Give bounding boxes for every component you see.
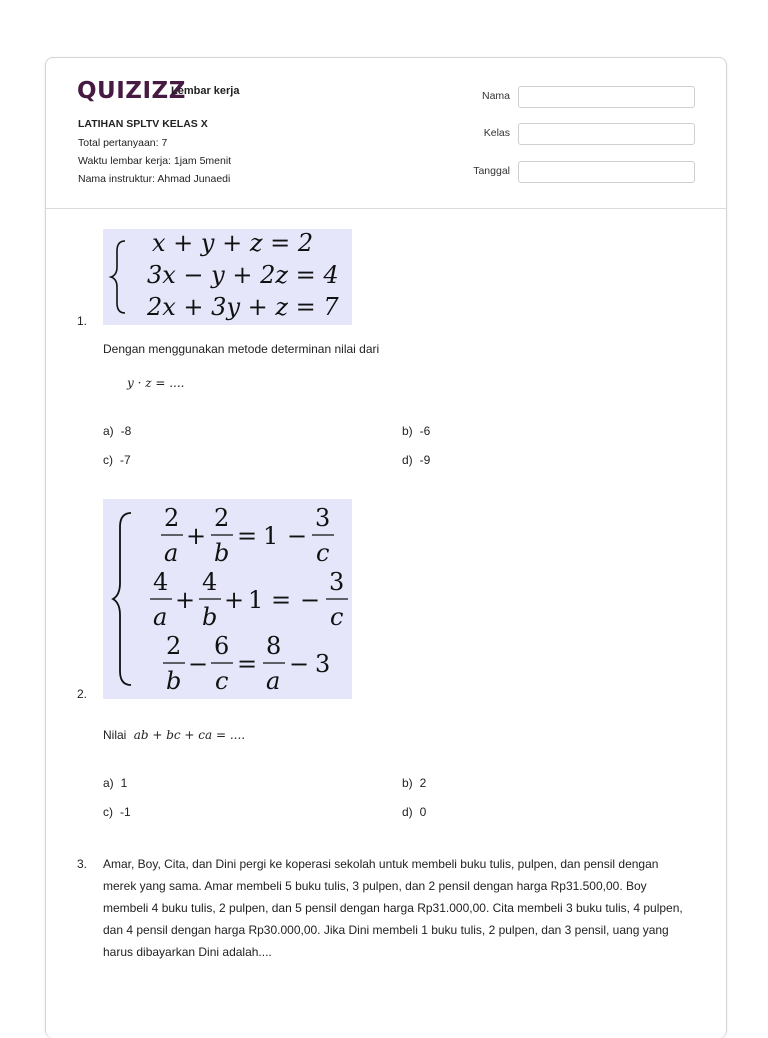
option-value: -8 bbox=[120, 424, 132, 438]
equation-line-3: 2x + 3y + z = 7 bbox=[147, 293, 339, 321]
numerator: 2 bbox=[214, 504, 230, 532]
option-value: -1 bbox=[120, 805, 131, 819]
option-letter: d) bbox=[402, 453, 413, 467]
left-brace bbox=[113, 513, 131, 685]
question-number: 1. bbox=[77, 314, 88, 328]
question-number: 2. bbox=[77, 687, 88, 701]
question-expression: ab + bc + ca = .... bbox=[133, 728, 246, 742]
numerator: 4 bbox=[153, 568, 169, 596]
option-letter: c) bbox=[103, 805, 113, 819]
operator: + bbox=[224, 586, 245, 614]
constant: 1 bbox=[263, 522, 279, 550]
option-letter: b) bbox=[402, 776, 413, 790]
constant: 1 bbox=[248, 586, 264, 614]
question-prompt: Dengan menggunakan metode determinan nilai dari bbox=[103, 342, 380, 356]
date-field[interactable] bbox=[518, 161, 695, 183]
worksheet-title: LATIHAN SPLTV KELAS X bbox=[78, 118, 208, 130]
denominator: c bbox=[330, 603, 344, 631]
question-number: 3. bbox=[77, 857, 88, 871]
date-label: Tanggal bbox=[473, 165, 510, 177]
quizizz-logo: QUIZIZZ bbox=[77, 78, 186, 104]
option-b[interactable] bbox=[402, 776, 426, 790]
name-field[interactable] bbox=[518, 86, 695, 108]
option-d[interactable] bbox=[402, 805, 426, 819]
numerator: 2 bbox=[164, 504, 180, 532]
numerator: 4 bbox=[202, 568, 218, 596]
equation-image bbox=[103, 229, 352, 325]
option-c[interactable] bbox=[103, 805, 131, 819]
option-value: -9 bbox=[419, 453, 431, 467]
sheet-label: Lembar kerja bbox=[171, 85, 240, 97]
numerator: 8 bbox=[266, 632, 282, 660]
option-letter: a) bbox=[103, 424, 114, 438]
question-prompt bbox=[103, 728, 245, 742]
option-value: 1 bbox=[120, 776, 128, 790]
operator: − bbox=[287, 522, 308, 550]
question-text: Amar, Boy, Cita, dan Dini pergi ke koperasi sekolah untuk membeli buku tulis, pulpen, dan pensil dengan merek yang sama. Amar membeli 5 buku tulis, 3 pulpen, dan 2 pensil dengan harga Rp31.500,00. Boy membeli 4 buku tulis, 2 pulpen, dan 5 pensil dengan harga Rp31.000,00. Cita membeli 3 buku tulis, 4 pulpen, dan 4 pensil dengan harga Rp30.000,00. Jika Dini membeli 1 buku tulis, 2 pulpen, dan 3 pensil, uang yang harus dibayarkan Dini adalah.... bbox=[103, 857, 683, 959]
option-a[interactable] bbox=[103, 776, 127, 790]
option-value: 2 bbox=[419, 776, 427, 790]
name-label: Nama bbox=[481, 90, 510, 102]
option-letter: b) bbox=[402, 424, 413, 438]
option-d[interactable] bbox=[402, 453, 430, 467]
denominator: b bbox=[214, 539, 230, 567]
option-b[interactable] bbox=[402, 424, 430, 438]
option-value: -6 bbox=[419, 424, 431, 438]
left-brace bbox=[111, 241, 125, 313]
option-c[interactable] bbox=[103, 453, 131, 467]
equation-system-svg bbox=[103, 229, 352, 325]
option-letter: a) bbox=[103, 776, 114, 790]
denominator: c bbox=[316, 539, 330, 567]
operator: = bbox=[237, 650, 258, 678]
question-expression: y · z = .... bbox=[127, 376, 185, 390]
operator: − bbox=[188, 650, 209, 678]
operator: + bbox=[175, 586, 196, 614]
class-label: Kelas bbox=[483, 127, 510, 139]
numerator: 3 bbox=[315, 504, 331, 532]
option-letter: d) bbox=[402, 805, 413, 819]
numerator: 2 bbox=[166, 632, 182, 660]
denominator: a bbox=[164, 539, 179, 567]
option-a[interactable] bbox=[103, 424, 131, 438]
denominator: b bbox=[166, 667, 182, 695]
equation-system-svg bbox=[103, 499, 352, 699]
denominator: b bbox=[202, 603, 218, 631]
operator: − bbox=[289, 650, 310, 678]
class-field[interactable] bbox=[518, 123, 695, 145]
denominator: a bbox=[153, 603, 168, 631]
worksheet-header bbox=[46, 58, 726, 209]
operator: − bbox=[300, 586, 321, 614]
operator: = bbox=[237, 522, 258, 550]
prompt-text: Nilai bbox=[103, 728, 127, 742]
option-value: -7 bbox=[120, 453, 131, 467]
instructor-name: Nama instruktur: Ahmad Junaedi bbox=[78, 173, 231, 185]
denominator: a bbox=[266, 667, 281, 695]
operator: + bbox=[186, 522, 207, 550]
option-value: 0 bbox=[419, 805, 427, 819]
total-questions: Total pertanyaan: 7 bbox=[78, 137, 168, 149]
constant: 3 bbox=[315, 650, 331, 678]
worksheet-time: Waktu lembar kerja: 1jam 5menit bbox=[78, 155, 232, 167]
option-letter: c) bbox=[103, 453, 113, 467]
equation-line-1: x + y + z = 2 bbox=[152, 229, 314, 257]
equation-image bbox=[103, 499, 352, 699]
equation-line-2: 3x − y + 2z = 4 bbox=[147, 261, 339, 289]
numerator: 3 bbox=[329, 568, 345, 596]
denominator: c bbox=[215, 667, 229, 695]
operator: = bbox=[271, 586, 292, 614]
numerator: 6 bbox=[214, 632, 230, 660]
